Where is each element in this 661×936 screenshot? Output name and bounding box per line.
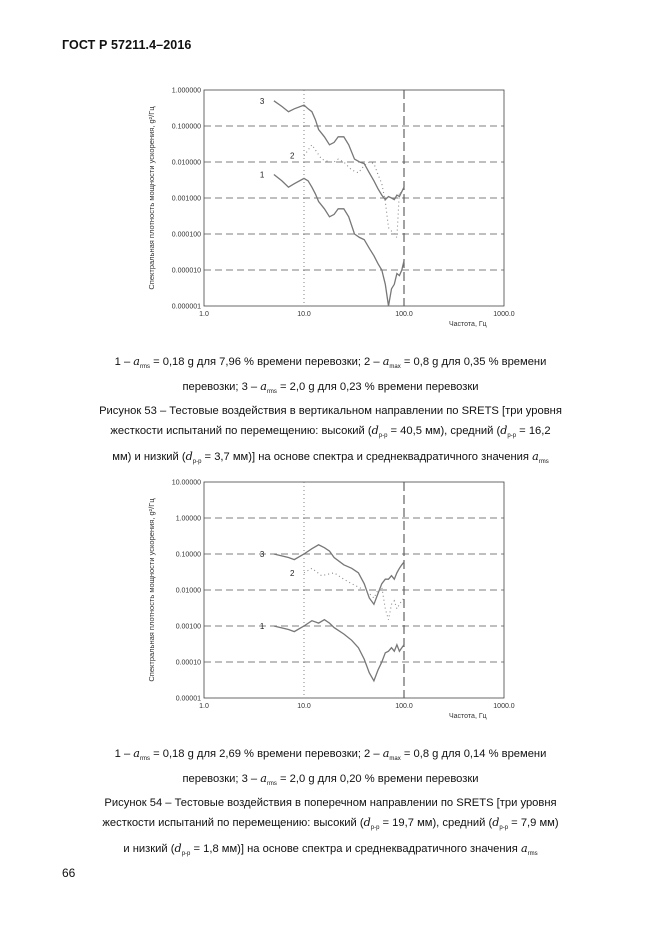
series-2-label: 2: [290, 151, 295, 161]
figure-53-legend-line-2: перевозки; $3 - a_{rms} = 2,0$ g для 0,23 % времени перевозки: [182, 380, 479, 396]
x-tick-label: 10.0: [297, 311, 311, 318]
figure-54-chart: [140, 474, 530, 732]
y-tick-label: 0.000001: [171, 303, 201, 311]
x-tick-label: 10.0: [297, 703, 311, 710]
y-tick-label: 0.10000: [175, 551, 201, 559]
series-3-label: 3: [259, 550, 265, 559]
x-axis-label: Частота, Гц: [449, 321, 487, 328]
figure-54-title-line-1: Рисунок 54 – Тестовые воздействия в поперечном направлении по SRETS [три уровня: [104, 797, 557, 810]
y-tick-label: 0.01000: [175, 587, 201, 595]
page-number: 66: [62, 866, 76, 880]
figure-54-caption: [48, 744, 613, 864]
figure-54-legend-line-2: перевозки; $3 - a_{rms} = 2,0$ g для 0,20 % времени перевозки: [182, 772, 479, 788]
y-tick-label: 1.000000: [171, 87, 201, 95]
figure-54-plot: [140, 474, 530, 732]
x-tick-label: 1000.0: [493, 703, 515, 710]
y-tick-label: 0.000010: [171, 267, 201, 275]
figure-53-caption: [48, 352, 613, 472]
figure-54-title-line-3: и низкий ($d_{p-p} = 1,8$ мм)] на основе спектра и среднеквадратичного значения $a_{rms}$: [123, 841, 538, 857]
x-tick-label: 1.0: [199, 703, 209, 710]
series-1-line: [274, 620, 404, 681]
figure-53-title-line-3: мм) и низкий ($d_{p-p} = 3,7$ мм)] на основе спектра и среднеквадратичного значения $a_{rms}$: [112, 449, 549, 465]
x-tick-label: 1.0: [199, 311, 209, 318]
figure-53-plot: [140, 82, 530, 340]
x-tick-label: 100.0: [395, 311, 413, 318]
y-tick-label: 0.00100: [175, 623, 201, 631]
y-tick-label: 0.000100: [171, 231, 201, 239]
y-axis-label: Спектральная плотность мощности ускорения, g²/Гц: [147, 498, 156, 682]
series-2-line: [304, 568, 404, 619]
series-3-label: 3: [259, 96, 265, 106]
series-1-label: 1: [259, 170, 265, 180]
y-tick-label: 0.100000: [171, 123, 201, 131]
x-axis-label: Частота, Гц: [449, 713, 487, 720]
series-1-label: 1: [259, 622, 265, 631]
x-tick-label: 100.0: [395, 703, 413, 710]
figure-53-title-line-2: жесткости испытаний по перемещению: высокий ($d_{p-p} = 40,5$ мм), средний ($d_{p-p} = 16,2$: [110, 424, 551, 440]
figure-54-legend-line-1: $1 - a_{rms} = 0,18$ g для 2,69 % времени перевозки; $2 - a_{max} = 0,8$ g для 0,14 % времени: [114, 747, 547, 763]
figure-53-chart: [140, 82, 530, 340]
document-header: ГОСТ Р 57211.4–2016: [62, 38, 192, 52]
x-tick-label: 1000.0: [493, 311, 515, 318]
y-tick-label: 10.00000: [171, 479, 201, 487]
figure-54-title-line-2: жесткости испытаний по перемещению: высокий ($d_{p-p} = 19,7$ мм), средний ($d_{p-p} = 7,9$ мм): [102, 816, 559, 832]
figure-53-title-line-1: Рисунок 53 – Тестовые воздействия в вертикальном направлении по SRETS [три уровня: [99, 405, 562, 418]
y-axis-label: Спектральная плотность мощности ускорения, g²/Гц: [147, 106, 156, 290]
y-tick-label: 0.001000: [171, 195, 201, 203]
y-tick-label: 1.00000: [175, 515, 201, 523]
y-tick-label: 0.00001: [175, 695, 201, 703]
figure-53-legend-line-1: $1 - a_{rms} = 0,18$ g для 7,96 % времени перевозки; $2 - a_{max} = 0,8$ g для 0,35 % времени: [114, 355, 547, 371]
y-tick-label: 0.010000: [171, 159, 201, 167]
y-tick-label: 0.00010: [175, 659, 201, 667]
series-1-line: [274, 175, 404, 307]
series-2-label: 2: [290, 568, 295, 578]
